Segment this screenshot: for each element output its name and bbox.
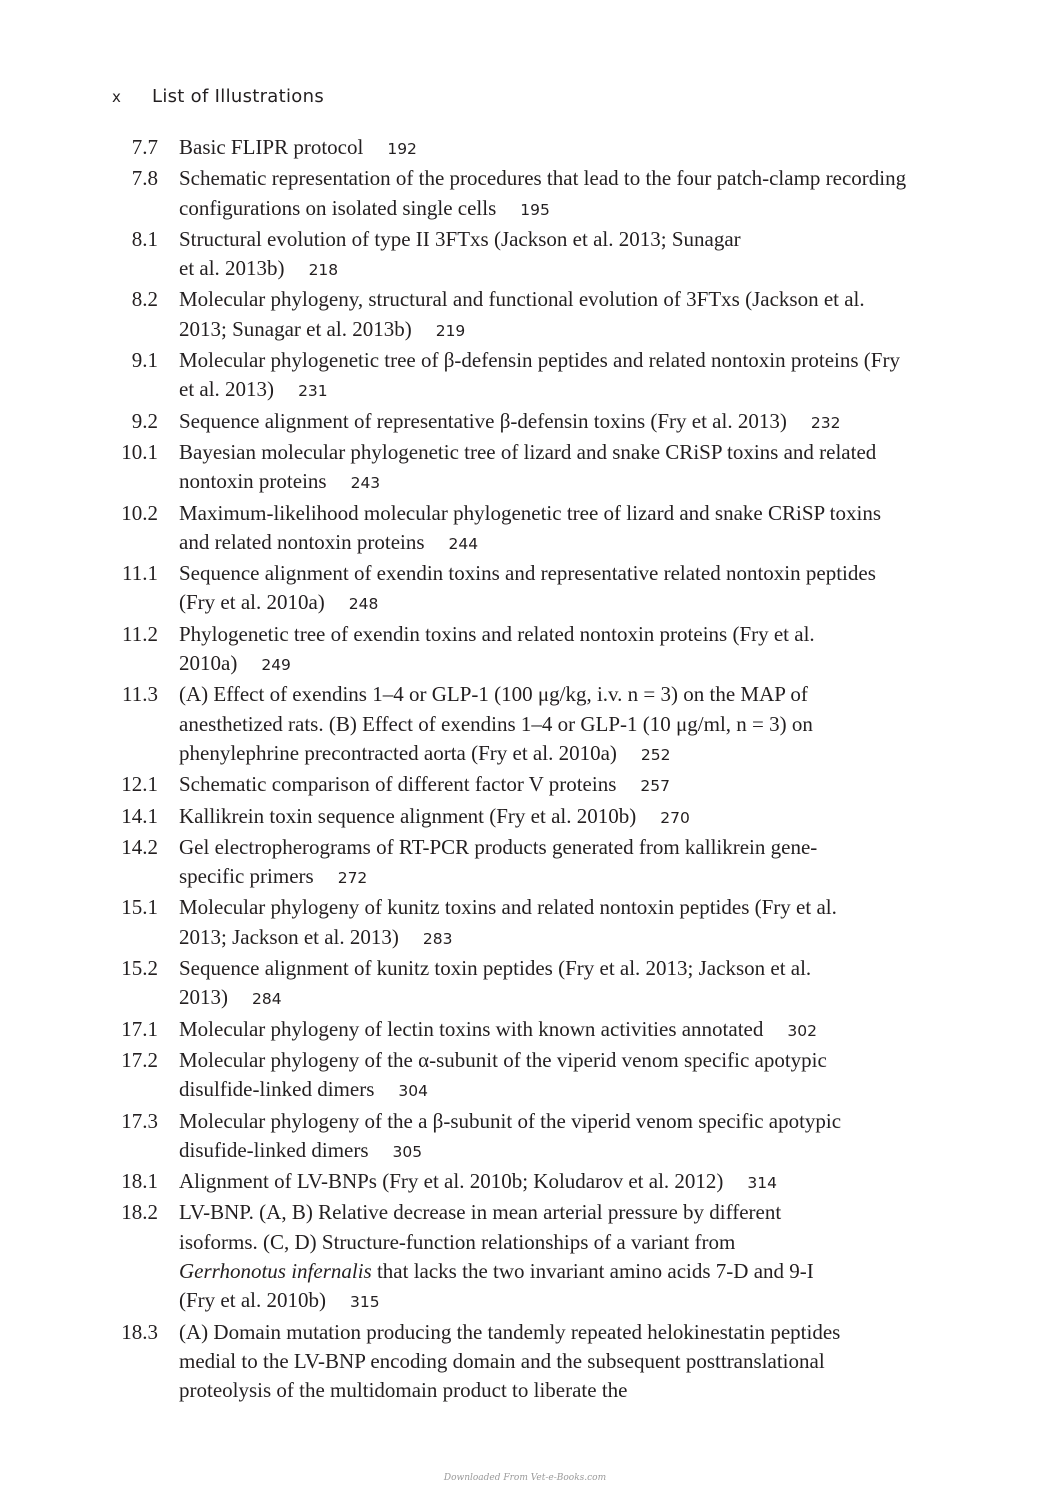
figure-number: 18.2 bbox=[121, 1200, 158, 1225]
figure-number: 17.2 bbox=[121, 1047, 158, 1072]
page-number: 244 bbox=[448, 534, 479, 553]
figure-caption: Schematic representation of the procedures that lead to the four patch-clamp recording configurations on isolated single cells bbox=[179, 166, 907, 220]
page-number: 302 bbox=[787, 1021, 817, 1040]
figure-caption: Molecular phylogeny, structural and functional evolution of 3FTxs (Jackson et al. 2013; Sunagar et al. 2013b) bbox=[179, 287, 865, 341]
page-number: 243 bbox=[350, 474, 381, 493]
page-number: 231 bbox=[298, 382, 328, 401]
illustration-list bbox=[112, 133, 912, 1405]
running-head bbox=[112, 86, 324, 107]
running-head-title: List of Illustrations bbox=[152, 86, 324, 107]
list-item bbox=[112, 680, 912, 770]
figure-caption: Alignment of LV-BNPs (Fry et al. 2010b; Koludarov et al. 2012) bbox=[179, 1169, 724, 1194]
figure-number: 11.3 bbox=[122, 682, 158, 707]
list-item bbox=[112, 802, 912, 833]
list-item bbox=[112, 1015, 912, 1046]
footer-watermark: Downloaded From Vet-e-Books.com bbox=[443, 1473, 607, 1483]
figure-number: 7.7 bbox=[131, 135, 158, 159]
figure-caption: Bayesian molecular phylogenetic tree of lizard and snake CRiSP toxins and related nontoxin proteins bbox=[179, 439, 877, 494]
page-number: 192 bbox=[387, 140, 417, 158]
figure-caption: Basic FLIPR protocol bbox=[179, 135, 364, 159]
list-item bbox=[112, 407, 912, 438]
list-item bbox=[112, 1198, 912, 1317]
figure-caption: Sequence alignment of kunitz toxin peptides (Fry et al. 2013; Jackson et al. 2013) bbox=[179, 956, 812, 1010]
figure-number: 11.1 bbox=[122, 561, 158, 586]
figure-number: 10.2 bbox=[121, 500, 158, 525]
list-item bbox=[112, 346, 912, 407]
list-item bbox=[112, 770, 912, 801]
figure-caption: (A) Effect of exendins 1–4 or GLP-1 (100 μg/kg, i.v. n = 3) on the MAP of anesthetized rats. (B) Effect of exendins 1–4 or GLP-1 (10 μg/ml, n = 3) on phenylephrine precontracted aorta (Fry et al. 2010a) bbox=[179, 682, 813, 765]
page-folio: x bbox=[112, 88, 122, 106]
page-number: 252 bbox=[640, 745, 671, 764]
list-item bbox=[112, 833, 912, 894]
figure-caption: Maximum-likelihood molecular phylogenetic tree of lizard and snake CRiSP toxins and related nontoxin proteins bbox=[179, 500, 881, 554]
list-item bbox=[112, 620, 912, 681]
figure-caption-continued: that lacks the two invariant amino acids 7-D and 9-I (Fry et al. 2010b) bbox=[179, 1258, 814, 1313]
figure-caption: Molecular phylogeny of kunitz toxins and related nontoxin peptides (Fry et al. 2013; Jackson et al. 2013) bbox=[179, 895, 837, 949]
page-number: 284 bbox=[252, 990, 282, 1009]
list-item bbox=[112, 1046, 912, 1107]
page-number: 304 bbox=[398, 1082, 428, 1101]
list-item bbox=[112, 438, 912, 499]
list-item bbox=[112, 285, 912, 346]
figure-caption: (A) Domain mutation producing the tandemly repeated helokinestatin peptides medial to the LV-BNP encoding domain and the subsequent posttranslational proteolysis of the multidomain product to liberate the bbox=[179, 1319, 841, 1403]
page-number: 218 bbox=[308, 261, 339, 280]
figure-caption: Molecular phylogeny of lectin toxins with known activities annotated bbox=[179, 1016, 764, 1041]
figure-caption: Structural evolution of type II 3FTxs (Jackson et al. 2013; Sunagar et al. 2013b) bbox=[179, 226, 741, 281]
page-number: 248 bbox=[348, 595, 379, 614]
figure-number: 9.1 bbox=[131, 348, 158, 373]
figure-number: 7.8 bbox=[131, 166, 158, 191]
page-number: 249 bbox=[261, 656, 291, 675]
figure-number: 8.2 bbox=[131, 287, 158, 312]
figure-caption: Molecular phylogeny of the α-subunit of the viperid venom specific apotypic disulfide-linked dimers bbox=[179, 1047, 827, 1102]
page-number: 272 bbox=[337, 869, 368, 888]
list-item bbox=[112, 133, 912, 164]
figure-number: 8.1 bbox=[131, 226, 158, 251]
page-number: 270 bbox=[660, 808, 690, 827]
figure-number: 17.1 bbox=[121, 1016, 158, 1041]
figure-caption: Sequence alignment of representative β-defensin toxins (Fry et al. 2013) bbox=[179, 408, 787, 433]
list-item bbox=[112, 1318, 912, 1406]
list-item bbox=[112, 164, 912, 225]
figure-number: 12.1 bbox=[121, 772, 158, 797]
figure-number: 18.1 bbox=[121, 1169, 158, 1194]
page-number: 314 bbox=[747, 1174, 777, 1193]
figure-number: 10.1 bbox=[121, 439, 158, 464]
page-number: 257 bbox=[640, 777, 670, 796]
page-number: 232 bbox=[810, 413, 841, 432]
figure-caption: Phylogenetic tree of exendin toxins and related nontoxin proteins (Fry et al. 2010a) bbox=[179, 621, 815, 676]
figure-caption: Sequence alignment of exendin toxins and representative related nontoxin peptides (Fry et al. 2010a) bbox=[179, 561, 876, 615]
list-item bbox=[112, 225, 912, 286]
figure-number: 9.2 bbox=[131, 408, 158, 433]
page-number: 219 bbox=[435, 321, 466, 340]
page-number: 315 bbox=[349, 1293, 380, 1312]
figure-number: 11.2 bbox=[122, 621, 158, 646]
figure-caption: LV-BNP. (A, B) Relative decrease in mean arterial pressure by different isoforms. (C, D) Structure-function relationships of a variant from bbox=[179, 1200, 782, 1254]
list-item bbox=[112, 1167, 912, 1198]
list-item bbox=[112, 893, 912, 954]
page-number: 305 bbox=[392, 1142, 423, 1161]
figure-caption: Gel electropherograms of RT-PCR products generated from kallikrein gene-specific primers bbox=[179, 834, 818, 889]
figure-caption: Kallikrein toxin sequence alignment (Fry et al. 2010b) bbox=[179, 803, 637, 828]
list-item bbox=[112, 499, 912, 560]
figure-caption: Molecular phylogeny of the a β-subunit of the viperid venom specific apotypic disufide-linked dimers bbox=[179, 1108, 842, 1162]
figure-number: 17.3 bbox=[121, 1108, 158, 1133]
figure-number: 15.2 bbox=[121, 956, 158, 981]
list-item bbox=[112, 954, 912, 1015]
figure-number: 14.2 bbox=[121, 834, 158, 859]
list-item bbox=[112, 1107, 912, 1168]
species-name: Gerrhonotus infernalis bbox=[179, 1258, 372, 1283]
figure-caption: Schematic comparison of different factor V proteins bbox=[179, 772, 617, 797]
figure-number: 15.1 bbox=[121, 895, 158, 920]
page-number: 195 bbox=[520, 200, 550, 219]
figure-caption: Molecular phylogenetic tree of β-defensin peptides and related nontoxin proteins (Fry et al. 2013) bbox=[179, 348, 900, 402]
list-item bbox=[112, 559, 912, 620]
page-number: 283 bbox=[422, 929, 453, 948]
figure-number: 18.3 bbox=[121, 1319, 158, 1344]
figure-number: 14.1 bbox=[121, 803, 158, 828]
